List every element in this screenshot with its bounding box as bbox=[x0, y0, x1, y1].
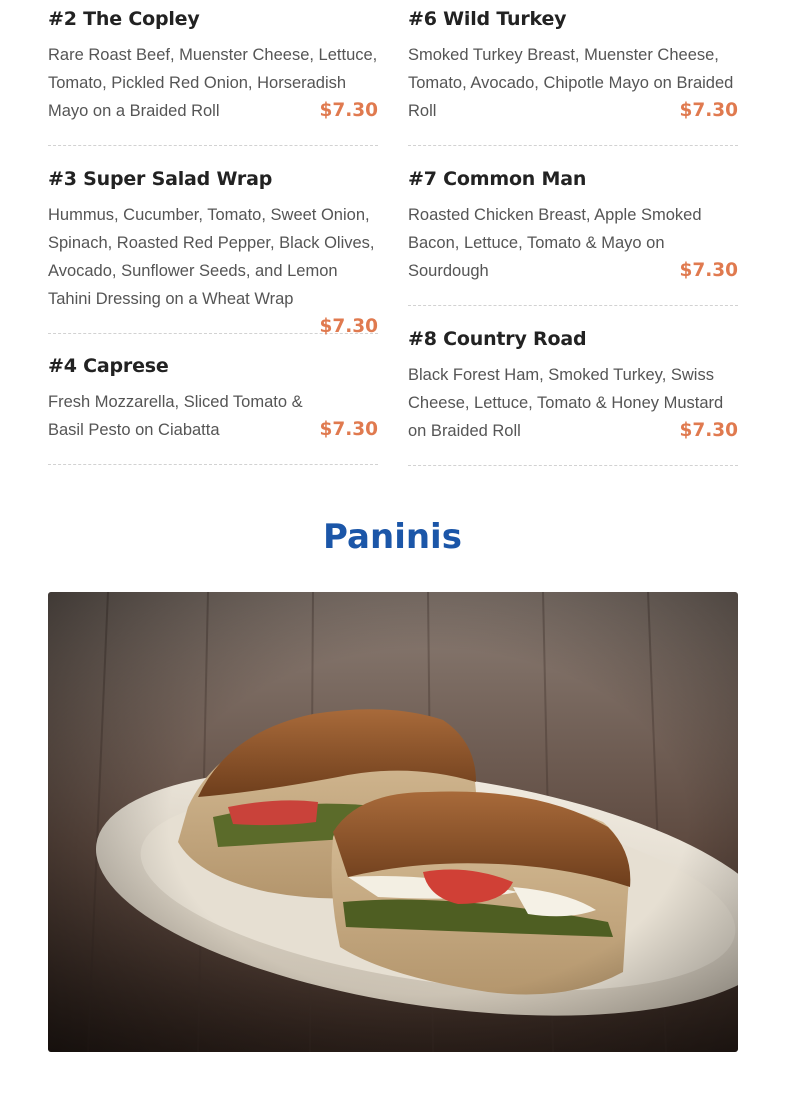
menu-item bbox=[408, 146, 738, 306]
menu-item-price: $7.30 bbox=[319, 100, 378, 121]
menu-item-description: Rare Roast Beef, Muenster Cheese, Lettuce, Tomato, Pickled Red Onion, Horseradish Mayo on a Braided Roll bbox=[48, 46, 378, 120]
menu-item bbox=[408, 306, 738, 466]
menu-item-title: #6 Wild Turkey bbox=[408, 8, 567, 30]
menu-column-right bbox=[408, 0, 738, 466]
menu-item-title: #8 Country Road bbox=[408, 328, 587, 350]
menu-item-title: #4 Caprese bbox=[48, 355, 169, 377]
menu-item bbox=[408, 0, 738, 146]
menu-item-price: $7.30 bbox=[679, 420, 738, 441]
menu-item-description: Smoked Turkey Breast, Muenster Cheese, Tomato, Avocado, Chipotle Mayo on Braided Roll bbox=[408, 46, 734, 120]
menu-item bbox=[48, 146, 378, 337]
menu-item-description: Roasted Chicken Breast, Apple Smoked Bacon, Lettuce, Tomato & Mayo on Sourdough bbox=[408, 206, 702, 280]
menu-item-price: $7.30 bbox=[679, 100, 738, 121]
menu-item-title: #3 Super Salad Wrap bbox=[48, 168, 273, 190]
menu-item bbox=[48, 0, 378, 146]
menu-item-title: #2 The Copley bbox=[48, 8, 200, 30]
menu-item-title: #7 Common Man bbox=[408, 168, 587, 190]
menu-item bbox=[48, 334, 378, 465]
panini-photo bbox=[48, 592, 738, 1052]
menu-item-description: Hummus, Cucumber, Tomato, Sweet Onion, Spinach, Roasted Red Pepper, Black Olives, Avocado, Sunflower Seeds, and Lemon Tahini Dressing on a Wheat Wrap bbox=[48, 206, 375, 308]
menu-column-left bbox=[48, 0, 378, 465]
menu-item-description: Fresh Mozzarella, Sliced Tomato & Basil Pesto on Ciabatta bbox=[48, 393, 303, 439]
menu-item-description: Black Forest Ham, Smoked Turkey, Swiss Cheese, Lettuce, Tomato & Honey Mustard on Braided Roll bbox=[408, 366, 724, 440]
section-heading-paninis: Paninis bbox=[323, 517, 462, 557]
menu-item-price: $7.30 bbox=[319, 419, 378, 440]
menu-item-price: $7.30 bbox=[319, 316, 378, 337]
menu-item-price: $7.30 bbox=[679, 260, 738, 281]
